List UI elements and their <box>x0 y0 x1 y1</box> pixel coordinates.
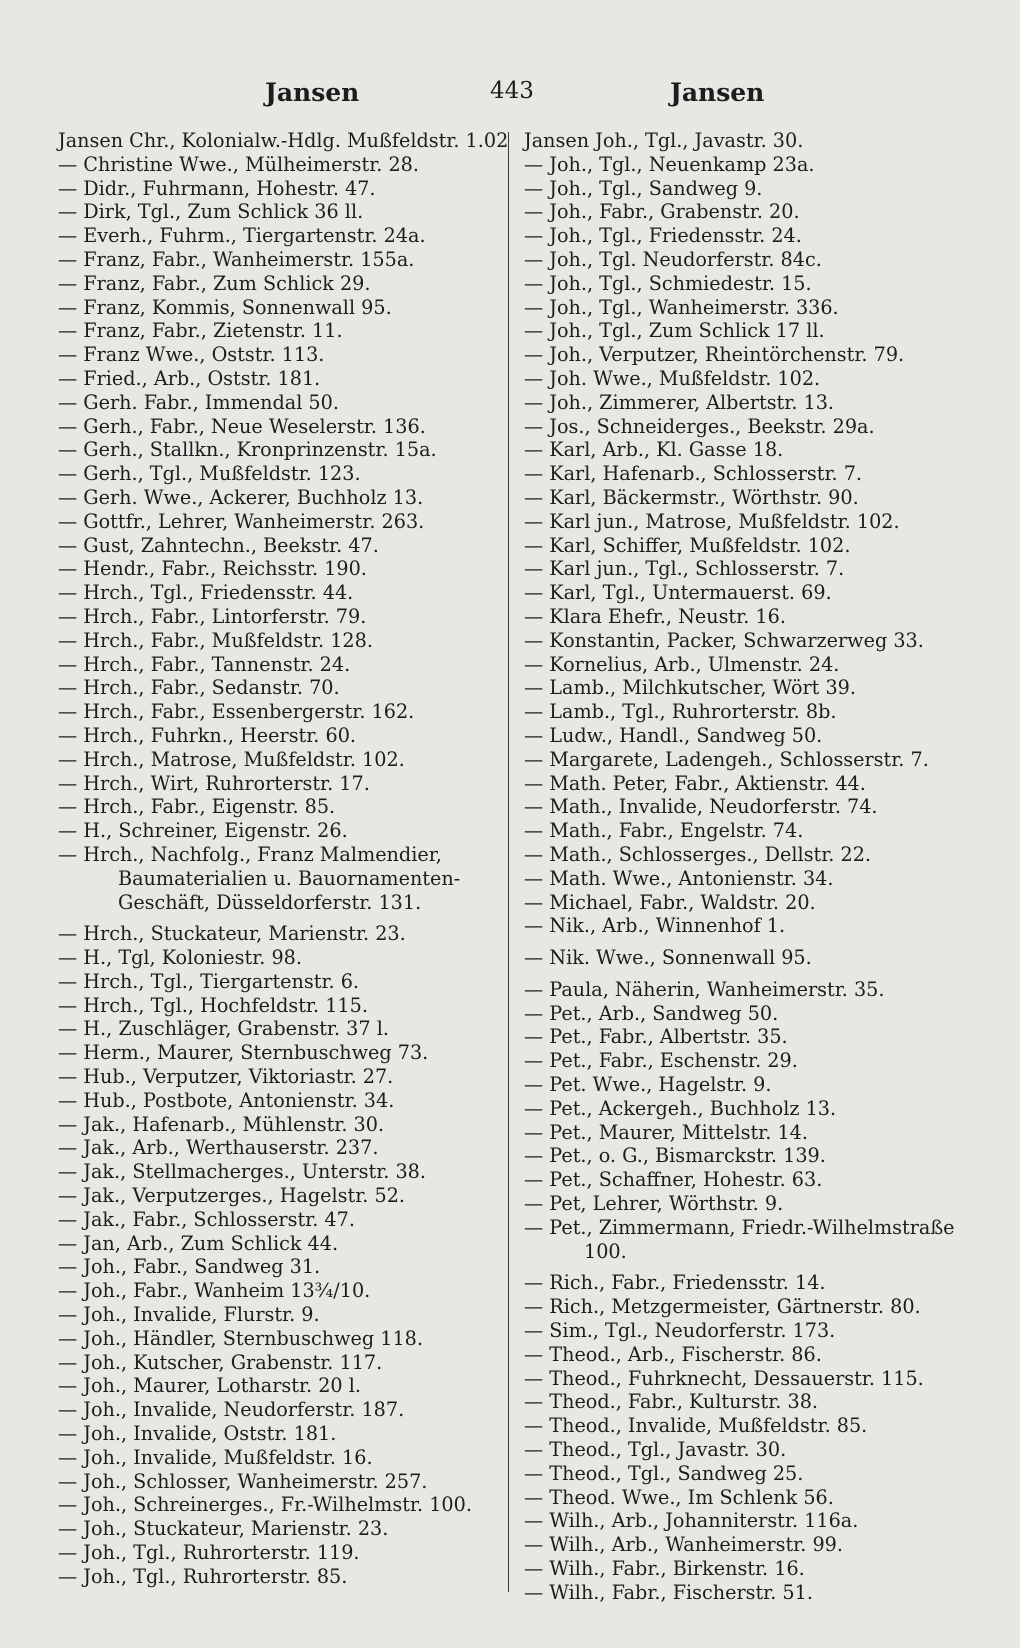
directory-entry: — Theod., Fabr., Kulturstr. 38. <box>524 1390 819 1414</box>
directory-entry: — Joh., Zimmerer, Albertstr. 13. <box>524 390 835 414</box>
header-right-name: Jansen <box>670 78 765 107</box>
directory-entry: — Karl, Schiffer, Mußfeldstr. 102. <box>524 533 851 557</box>
directory-entry: — Joh., Tgl., Ruhrorterstr. 85. <box>58 1564 348 1588</box>
directory-entry: — Wilh., Arb., Johanniterstr. 116a. <box>524 1509 859 1533</box>
directory-entry: — Wilh., Arb., Wanheimerstr. 99. <box>524 1533 843 1557</box>
directory-entry: — Hub., Verputzer, Viktoriastr. 27. <box>58 1065 394 1089</box>
directory-entry: — Paula, Näherin, Wanheimerstr. 35. <box>524 977 885 1001</box>
directory-entry: — Hrch., Fabr., Eigenstr. 85. <box>58 795 336 819</box>
directory-entry: — Hrch., Fabr., Tannenstr. 24. <box>58 652 351 676</box>
directory-entry: — Jak., Verputzerges., Hagelstr. 52. <box>58 1184 406 1208</box>
directory-entry: — Math. Peter, Fabr., Aktienstr. 44. <box>524 771 866 795</box>
directory-entry: — Franz, Fabr., Zietenstr. 11. <box>58 319 343 343</box>
directory-entry: — Karl jun., Tgl., Schlosserstr. 7. <box>524 557 845 581</box>
directory-entry: — Pet., Fabr., Albertstr. 35. <box>524 1025 788 1049</box>
directory-entry: — Hrch., Tgl., Tiergartenstr. 6. <box>58 969 360 993</box>
directory-entry: — Karl, Arb., Kl. Gasse 18. <box>524 438 784 462</box>
directory-entry: — Karl, Tgl., Untermauerst. 69. <box>524 581 832 605</box>
directory-entry: — Hrch., Fabr., Mußfeldstr. 128. <box>58 628 373 652</box>
directory-entry: — Math., Fabr., Engelstr. 74. <box>524 819 804 843</box>
directory-entry: Jansen Chr., Kolonialw.-Hdlg. Mußfeldstr. 1.02 <box>58 129 509 152</box>
directory-entry: — Pet., o. G., Bismarckstr. 139. <box>524 1144 826 1168</box>
directory-entry: — Hrch., Nachfolg., Franz Malmendier, Baumaterialien u. Bauornamenten-Geschäft, Düsseldorferstr. 131. <box>58 842 461 914</box>
directory-entry: — Joh., Schlosser, Wanheimerstr. 257. <box>58 1469 428 1493</box>
directory-entry: — Fried., Arb., Oststr. 181. <box>58 366 321 390</box>
directory-entry: — Joh., Fabr., Sandweg 31. <box>58 1255 321 1279</box>
directory-entry: — Christine Wwe., Mülheimerstr. 28. <box>58 152 419 176</box>
directory-entry: — Franz, Fabr., Wanheimerstr. 155a. <box>58 247 415 271</box>
directory-entry: — Hendr., Fabr., Reichsstr. 190. <box>58 557 367 581</box>
left-column <box>58 129 509 1589</box>
directory-entry: — Wilh., Fabr., Fischerstr. 51. <box>524 1580 813 1604</box>
directory-entry: — Gerh., Fabr., Neue Weselerstr. 136. <box>58 414 426 438</box>
directory-entry: — Joh., Invalide, Neudorferstr. 187. <box>58 1398 405 1422</box>
right-column <box>524 129 964 1605</box>
directory-entry: — Hrch., Tgl., Hochfeldstr. 115. <box>58 993 368 1017</box>
directory-entry: — Jak., Fabr., Schlosserstr. 47. <box>58 1207 355 1231</box>
column-divider <box>508 132 509 1592</box>
directory-entry: — Michael, Fabr., Waldstr. 20. <box>524 890 816 914</box>
directory-entry: — Gerh., Stallkn., Kronprinzenstr. 15a. <box>58 438 437 462</box>
directory-entry: — Theod., Fuhrknecht, Dessauerstr. 115. <box>524 1366 924 1390</box>
directory-entry: — Joh., Verputzer, Rheintörchenstr. 79. <box>524 343 905 367</box>
directory-entry: — Dirk, Tgl., Zum Schlick 36 ll. <box>58 200 364 224</box>
directory-entry: — Theod. Wwe., Im Schlenk 56. <box>524 1485 834 1509</box>
directory-entry: — Joh., Stuckateur, Marienstr. 23. <box>58 1517 389 1541</box>
directory-entry: — Karl jun., Matrose, Mußfeldstr. 102. <box>524 509 900 533</box>
directory-entry: — Wilh., Fabr., Birkenstr. 16. <box>524 1557 805 1581</box>
directory-entry: — Math., Schlosserges., Dellstr. 22. <box>524 842 872 866</box>
directory-entry: — Theod., Tgl., Javastr. 30. <box>524 1438 787 1462</box>
directory-entry: — Kornelius, Arb., Ulmenstr. 24. <box>524 652 840 676</box>
directory-entry: — Hrch., Fabr., Lintorferstr. 79. <box>58 604 367 628</box>
directory-entry: — Hrch., Fabr., Essenbergerstr. 162. <box>58 700 415 724</box>
directory-entry: — Joh., Tgl., Wanheimerstr. 336. <box>524 295 839 319</box>
header-left-name: Jansen <box>265 78 360 107</box>
directory-entry: — Joh., Tgl. Neudorferstr. 84c. <box>524 247 822 271</box>
directory-entry: — Franz, Kommis, Sonnenwall 95. <box>58 295 392 319</box>
directory-entry: — H., Schreiner, Eigenstr. 26. <box>58 819 348 843</box>
directory-entry: — Joh., Fabr., Grabenstr. 20. <box>524 200 800 224</box>
directory-entry: — Pet., Maurer, Mittelstr. 14. <box>524 1120 808 1144</box>
directory-entry: — Joh., Tgl., Zum Schlick 17 ll. <box>524 319 825 343</box>
directory-entry: — Theod., Tgl., Sandweg 25. <box>524 1461 804 1485</box>
directory-entry: — Theod., Invalide, Mußfeldstr. 85. <box>524 1414 868 1438</box>
directory-entry: — Jak., Stellmacherges., Unterstr. 38. <box>58 1160 426 1184</box>
directory-entry: — Hrch., Wirt, Ruhrorterstr. 17. <box>58 771 370 795</box>
directory-entry: — Pet., Fabr., Eschenstr. 29. <box>524 1049 798 1073</box>
directory-entry: — Pet., Arb., Sandweg 50. <box>524 1001 779 1025</box>
directory-entry: — Lamb., Tgl., Ruhrorterstr. 8b. <box>524 700 837 724</box>
directory-entry: — Math. Wwe., Antonienstr. 34. <box>524 866 834 890</box>
directory-entry: — Joh., Invalide, Oststr. 181. <box>58 1422 337 1446</box>
directory-entry: — Pet., Ackergeh., Buchholz 13. <box>524 1096 837 1120</box>
directory-entry: — Joh., Händler, Sternbuschweg 118. <box>58 1326 423 1350</box>
directory-entry: — Hrch., Stuckateur, Marienstr. 23. <box>58 922 406 946</box>
directory-entry: — Joh., Tgl., Schmiedestr. 15. <box>524 271 812 295</box>
directory-entry: — Sim., Tgl., Neudorferstr. 173. <box>524 1319 836 1343</box>
directory-entry: — Hrch., Fabr., Sedanstr. 70. <box>58 676 340 700</box>
directory-entry: — Hrch., Fuhrkn., Heerstr. 60. <box>58 723 357 747</box>
directory-entry: — Joh., Schreinerges., Fr.-Wilhelmstr. 100. <box>58 1493 472 1517</box>
directory-entry: — Jan, Arb., Zum Schlick 44. <box>58 1231 339 1255</box>
directory-entry: — Gerh., Tgl., Mußfeldstr. 123. <box>58 462 361 486</box>
directory-entry: — Theod., Arb., Fischerstr. 86. <box>524 1342 822 1366</box>
directory-entry: — Pet, Lehrer, Wörthstr. 9. <box>524 1192 784 1216</box>
directory-entry: — Rich., Metzgermeister, Gärtnerstr. 80. <box>524 1295 921 1319</box>
directory-entry: — Joh., Tgl., Ruhrorterstr. 119. <box>58 1541 360 1565</box>
directory-entry: — Rich., Fabr., Friedensstr. 14. <box>524 1271 826 1295</box>
page-number: 443 <box>490 78 534 104</box>
directory-entry: — Gerh. Fabr., Immendal 50. <box>58 390 339 414</box>
page-header <box>0 78 1020 118</box>
directory-entry: — Nik., Arb., Winnenhof 1. <box>524 914 786 938</box>
directory-entry: — Herm., Maurer, Sternbuschweg 73. <box>58 1041 429 1065</box>
directory-entry: — Joh., Kutscher, Grabenstr. 117. <box>58 1350 383 1374</box>
directory-entry: — Jak., Arb., Werthauserstr. 237. <box>58 1136 379 1160</box>
directory-entry: — H., Zuschläger, Grabenstr. 37 l. <box>58 1017 389 1041</box>
directory-entry: — Gerh. Wwe., Ackerer, Buchholz 13. <box>58 485 424 509</box>
directory-entry: — Pet. Wwe., Hagelstr. 9. <box>524 1073 772 1097</box>
directory-entry: — Pet., Schaffner, Hohestr. 63. <box>524 1168 823 1192</box>
directory-entry: — Joh., Invalide, Flurstr. 9. <box>58 1303 320 1327</box>
directory-entry: — Joh., Tgl., Neuenkamp 23a. <box>524 152 815 176</box>
directory-entry: — Gust, Zahntechn., Beekstr. 47. <box>58 533 379 557</box>
directory-entry: — Gottfr., Lehrer, Wanheimerstr. 263. <box>58 509 425 533</box>
directory-entry: — Everh., Fuhrm., Tiergartenstr. 24a. <box>58 224 426 248</box>
directory-entry: Jansen Joh., Tgl., Javastr. 30. <box>524 129 804 152</box>
directory-entry: — Karl, Hafenarb., Schlosserstr. 7. <box>524 462 863 486</box>
directory-entry: — Franz Wwe., Oststr. 113. <box>58 343 325 367</box>
directory-entry: — Klara Ehefr., Neustr. 16. <box>524 604 786 628</box>
directory-entry: — Konstantin, Packer, Schwarzerweg 33. <box>524 628 924 652</box>
directory-entry: — Hrch., Matrose, Mußfeldstr. 102. <box>58 747 405 771</box>
directory-entry: — Joh., Maurer, Lotharstr. 20 l. <box>58 1374 361 1398</box>
directory-entry: — Math., Invalide, Neudorferstr. 74. <box>524 795 878 819</box>
directory-entry: — Joh., Tgl., Friedensstr. 24. <box>524 224 802 248</box>
directory-entry: — Joh., Fabr., Wanheim 13¾/10. <box>58 1279 371 1303</box>
directory-entry: — H., Tgl, Koloniestr. 98. <box>58 946 302 970</box>
directory-entry: — Franz, Fabr., Zum Schlick 29. <box>58 271 371 295</box>
directory-entry: — Joh., Tgl., Sandweg 9. <box>524 176 763 200</box>
directory-entry: — Joh. Wwe., Mußfeldstr. 102. <box>524 366 821 390</box>
directory-entry: — Didr., Fuhrmann, Hohestr. 47. <box>58 176 376 200</box>
directory-entry: — Margarete, Ladengeh., Schlosserstr. 7. <box>524 747 929 771</box>
directory-entry: — Pet., Zimmermann, Friedr.-Wilhelmstraße 100. <box>524 1215 955 1263</box>
directory-entry: — Ludw., Handl., Sandweg 50. <box>524 723 823 747</box>
directory-entry: — Jos., Schneiderges., Beekstr. 29a. <box>524 414 875 438</box>
directory-entry: — Jak., Hafenarb., Mühlenstr. 30. <box>58 1112 385 1136</box>
directory-entry: — Nik. Wwe., Sonnenwall 95. <box>524 946 812 970</box>
directory-entry: — Hub., Postbote, Antonienstr. 34. <box>58 1088 395 1112</box>
directory-entry: — Joh., Invalide, Mußfeldstr. 16. <box>58 1445 373 1469</box>
directory-entry: — Lamb., Milchkutscher, Wört 39. <box>524 676 856 700</box>
directory-entry: — Hrch., Tgl., Friedensstr. 44. <box>58 581 354 605</box>
directory-entry: — Karl, Bäckermstr., Wörthstr. 90. <box>524 485 859 509</box>
